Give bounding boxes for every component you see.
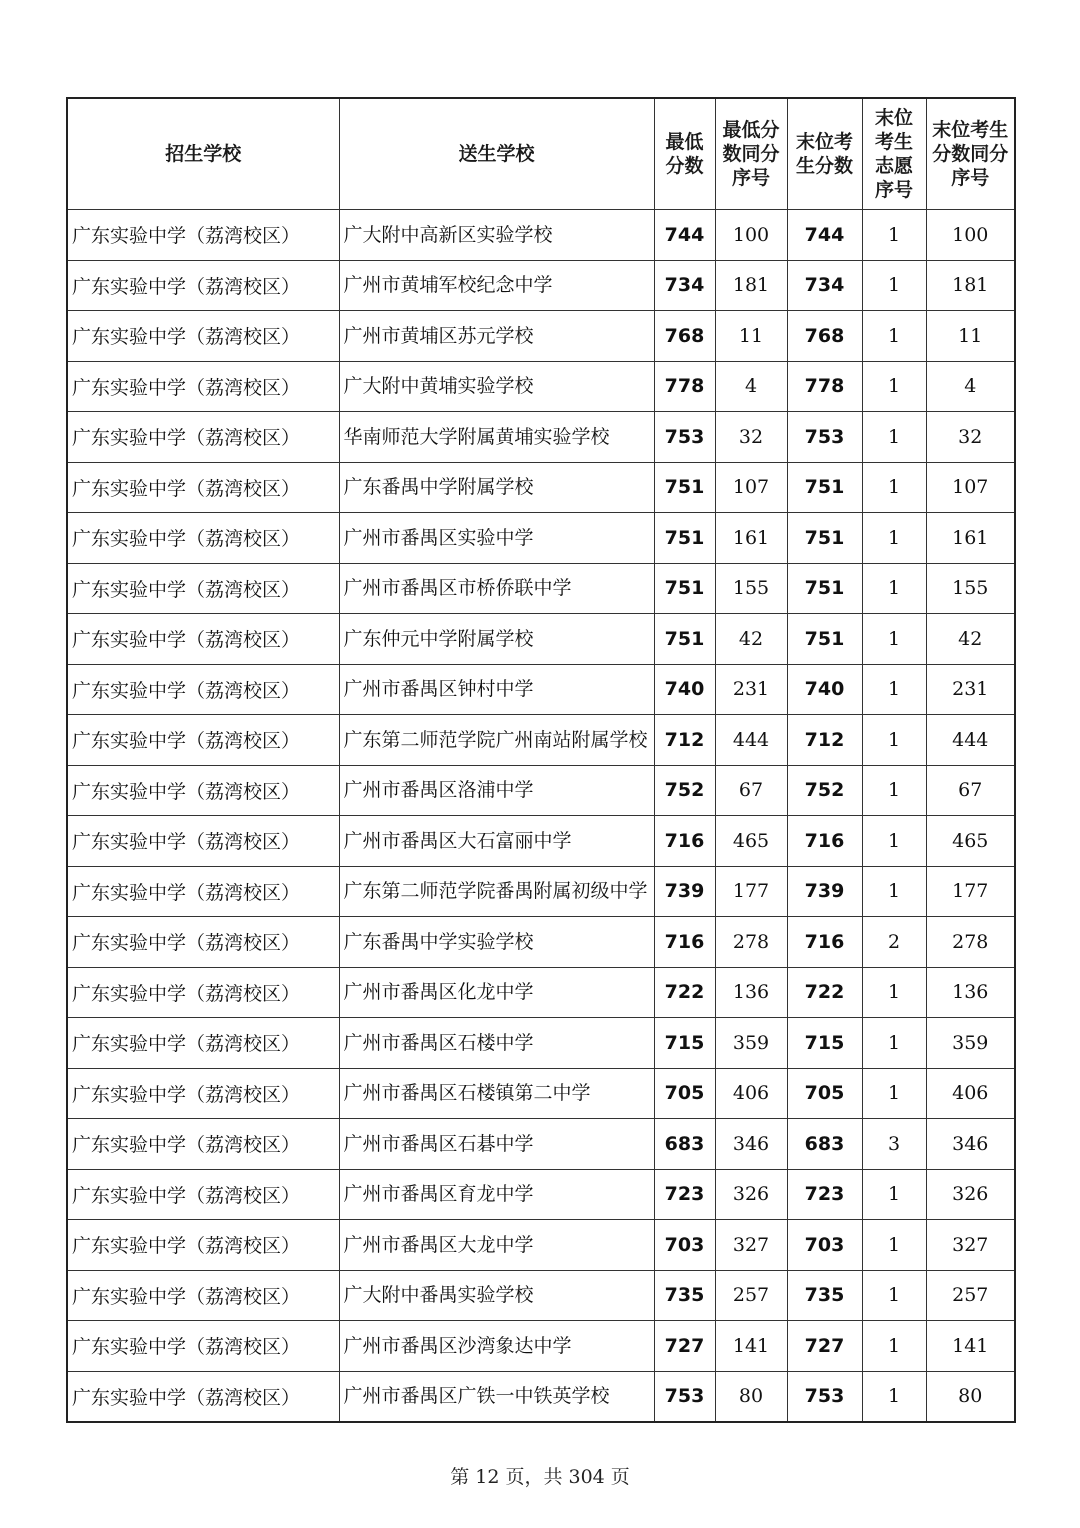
cell-last-rank: 80 — [926, 1371, 1015, 1422]
cell-school: 广东实验中学（荔湾校区） — [67, 260, 339, 311]
cell-last-rank: 231 — [926, 664, 1015, 715]
cell-last-rank: 155 — [926, 563, 1015, 614]
cell-last-score: 734 — [787, 260, 862, 311]
cell-school: 广东实验中学（荔湾校区） — [67, 412, 339, 463]
cell-min-rank: 444 — [715, 715, 787, 766]
cell-last-pref: 1 — [862, 614, 926, 665]
table-row — [67, 664, 1015, 715]
cell-min-score: 753 — [654, 1371, 715, 1422]
cell-min-score: 751 — [654, 513, 715, 564]
cell-last-score: 751 — [787, 614, 862, 665]
table-row — [67, 260, 1015, 311]
table-row — [67, 1220, 1015, 1271]
cell-last-rank: 141 — [926, 1321, 1015, 1372]
cell-sender: 华南师范大学附属黄埔实验学校 — [339, 412, 654, 463]
admission-scores-table — [66, 97, 1016, 1423]
cell-sender: 广州市番禺区洛浦中学 — [339, 765, 654, 816]
cell-last-score: 715 — [787, 1018, 862, 1069]
cell-last-rank: 181 — [926, 260, 1015, 311]
table-row — [67, 1068, 1015, 1119]
cell-school: 广东实验中学（荔湾校区） — [67, 866, 339, 917]
cell-last-score: 727 — [787, 1321, 862, 1372]
cell-last-rank: 257 — [926, 1270, 1015, 1321]
cell-min-score: 734 — [654, 260, 715, 311]
table-row — [67, 1169, 1015, 1220]
cell-min-score: 739 — [654, 866, 715, 917]
cell-sender: 广东仲元中学附属学校 — [339, 614, 654, 665]
cell-min-rank: 346 — [715, 1119, 787, 1170]
cell-sender: 广州市番禺区钟村中学 — [339, 664, 654, 715]
cell-sender: 广大附中黄埔实验学校 — [339, 361, 654, 412]
table-row — [67, 210, 1015, 261]
cell-school: 广东实验中学（荔湾校区） — [67, 513, 339, 564]
cell-sender: 广州市番禺区市桥侨联中学 — [339, 563, 654, 614]
cell-last-rank: 177 — [926, 866, 1015, 917]
cell-last-pref: 1 — [862, 260, 926, 311]
table-row — [67, 917, 1015, 968]
cell-last-pref: 1 — [862, 866, 926, 917]
cell-last-score: 735 — [787, 1270, 862, 1321]
table-row — [67, 1371, 1015, 1422]
cell-min-score: 753 — [654, 412, 715, 463]
cell-min-score: 727 — [654, 1321, 715, 1372]
table-row — [67, 1321, 1015, 1372]
table-row — [67, 765, 1015, 816]
cell-last-score: 751 — [787, 462, 862, 513]
cell-last-score: 683 — [787, 1119, 862, 1170]
table-row — [67, 715, 1015, 766]
cell-min-rank: 406 — [715, 1068, 787, 1119]
cell-last-pref: 1 — [862, 361, 926, 412]
cell-last-pref: 1 — [862, 462, 926, 513]
cell-sender: 广州市番禺区实验中学 — [339, 513, 654, 564]
cell-sender: 广大附中番禺实验学校 — [339, 1270, 654, 1321]
cell-last-pref: 2 — [862, 917, 926, 968]
cell-sender: 广州市番禺区化龙中学 — [339, 967, 654, 1018]
cell-school: 广东实验中学（荔湾校区） — [67, 765, 339, 816]
cell-school: 广东实验中学（荔湾校区） — [67, 967, 339, 1018]
cell-last-score: 778 — [787, 361, 862, 412]
cell-min-score: 722 — [654, 967, 715, 1018]
header-min-score: 最低 分数 — [654, 98, 715, 210]
header-min-rank: 最低分 数同分 序号 — [715, 98, 787, 210]
cell-last-rank: 327 — [926, 1220, 1015, 1271]
cell-min-rank: 326 — [715, 1169, 787, 1220]
cell-sender: 广州市黄埔区苏元学校 — [339, 311, 654, 362]
cell-school: 广东实验中学（荔湾校区） — [67, 816, 339, 867]
cell-school: 广东实验中学（荔湾校区） — [67, 715, 339, 766]
cell-last-rank: 4 — [926, 361, 1015, 412]
cell-min-rank: 107 — [715, 462, 787, 513]
cell-sender: 广州市番禺区沙湾象达中学 — [339, 1321, 654, 1372]
cell-last-rank: 346 — [926, 1119, 1015, 1170]
cell-min-score: 740 — [654, 664, 715, 715]
cell-min-score: 683 — [654, 1119, 715, 1170]
cell-school: 广东实验中学（荔湾校区） — [67, 311, 339, 362]
cell-last-rank: 444 — [926, 715, 1015, 766]
cell-sender: 广东番禺中学附属学校 — [339, 462, 654, 513]
table-row — [67, 967, 1015, 1018]
header-last-score: 末位考 生分数 — [787, 98, 862, 210]
table-row — [67, 462, 1015, 513]
cell-last-pref: 1 — [862, 816, 926, 867]
cell-last-rank: 406 — [926, 1068, 1015, 1119]
cell-last-score: 716 — [787, 917, 862, 968]
cell-min-score: 703 — [654, 1220, 715, 1271]
cell-school: 广东实验中学（荔湾校区） — [67, 1220, 339, 1271]
cell-last-pref: 1 — [862, 967, 926, 1018]
cell-school: 广东实验中学（荔湾校区） — [67, 1169, 339, 1220]
cell-sender: 广东第二师范学院番禺附属初级中学 — [339, 866, 654, 917]
cell-sender: 广州市番禺区石楼中学 — [339, 1018, 654, 1069]
cell-min-rank: 136 — [715, 967, 787, 1018]
cell-min-rank: 231 — [715, 664, 787, 715]
cell-min-score: 778 — [654, 361, 715, 412]
cell-min-rank: 141 — [715, 1321, 787, 1372]
cell-min-rank: 4 — [715, 361, 787, 412]
cell-min-rank: 67 — [715, 765, 787, 816]
cell-min-score: 752 — [654, 765, 715, 816]
cell-last-pref: 1 — [862, 664, 926, 715]
cell-last-pref: 1 — [862, 1371, 926, 1422]
cell-last-score: 716 — [787, 816, 862, 867]
table-row — [67, 866, 1015, 917]
cell-school: 广东实验中学（荔湾校区） — [67, 1119, 339, 1170]
cell-last-pref: 1 — [862, 1270, 926, 1321]
cell-min-score: 744 — [654, 210, 715, 261]
cell-sender: 广州市黄埔军校纪念中学 — [339, 260, 654, 311]
table-row — [67, 1270, 1015, 1321]
cell-last-rank: 326 — [926, 1169, 1015, 1220]
cell-min-rank: 359 — [715, 1018, 787, 1069]
cell-last-pref: 1 — [862, 1321, 926, 1372]
cell-sender: 广州市番禺区石楼镇第二中学 — [339, 1068, 654, 1119]
cell-min-rank: 327 — [715, 1220, 787, 1271]
cell-min-rank: 161 — [715, 513, 787, 564]
cell-min-rank: 465 — [715, 816, 787, 867]
cell-last-score: 740 — [787, 664, 862, 715]
cell-last-pref: 3 — [862, 1119, 926, 1170]
cell-school: 广东实验中学（荔湾校区） — [67, 210, 339, 261]
cell-min-score: 712 — [654, 715, 715, 766]
cell-last-rank: 359 — [926, 1018, 1015, 1069]
cell-last-pref: 1 — [862, 1220, 926, 1271]
cell-last-rank: 107 — [926, 462, 1015, 513]
cell-min-score: 715 — [654, 1018, 715, 1069]
page-footer: 第 12 页，共 304 页 — [450, 1466, 630, 1488]
cell-sender: 广州市番禺区大龙中学 — [339, 1220, 654, 1271]
cell-min-rank: 181 — [715, 260, 787, 311]
table-body — [67, 210, 1015, 1423]
cell-school: 广东实验中学（荔湾校区） — [67, 563, 339, 614]
cell-last-score: 703 — [787, 1220, 862, 1271]
cell-school: 广东实验中学（荔湾校区） — [67, 1018, 339, 1069]
table-header-row — [67, 98, 1015, 210]
cell-last-pref: 1 — [862, 715, 926, 766]
table-row — [67, 1119, 1015, 1170]
cell-last-rank: 100 — [926, 210, 1015, 261]
cell-last-pref: 1 — [862, 210, 926, 261]
cell-last-rank: 42 — [926, 614, 1015, 665]
cell-school: 广东实验中学（荔湾校区） — [67, 1068, 339, 1119]
cell-last-score: 723 — [787, 1169, 862, 1220]
table-row — [67, 563, 1015, 614]
table-row — [67, 311, 1015, 362]
cell-last-rank: 67 — [926, 765, 1015, 816]
cell-school: 广东实验中学（荔湾校区） — [67, 614, 339, 665]
cell-sender: 广州市番禺区石碁中学 — [339, 1119, 654, 1170]
cell-last-rank: 161 — [926, 513, 1015, 564]
cell-school: 广东实验中学（荔湾校区） — [67, 1270, 339, 1321]
header-last-pref: 末位 考生 志愿 序号 — [862, 98, 926, 210]
cell-last-pref: 1 — [862, 1068, 926, 1119]
cell-min-score: 716 — [654, 816, 715, 867]
cell-school: 广东实验中学（荔湾校区） — [67, 1371, 339, 1422]
table-row — [67, 614, 1015, 665]
cell-min-score: 768 — [654, 311, 715, 362]
cell-last-score: 722 — [787, 967, 862, 1018]
cell-sender: 广州市番禺区大石富丽中学 — [339, 816, 654, 867]
cell-school: 广东实验中学（荔湾校区） — [67, 664, 339, 715]
cell-min-score: 705 — [654, 1068, 715, 1119]
table-row — [67, 1018, 1015, 1069]
cell-last-rank: 278 — [926, 917, 1015, 968]
header-school: 招生学校 — [67, 98, 339, 210]
cell-min-rank: 100 — [715, 210, 787, 261]
cell-min-score: 723 — [654, 1169, 715, 1220]
cell-last-score: 744 — [787, 210, 862, 261]
cell-min-score: 751 — [654, 563, 715, 614]
cell-min-rank: 278 — [715, 917, 787, 968]
cell-sender: 广州市番禺区广铁一中铁英学校 — [339, 1371, 654, 1422]
cell-min-score: 751 — [654, 614, 715, 665]
cell-min-rank: 177 — [715, 866, 787, 917]
cell-last-score: 705 — [787, 1068, 862, 1119]
cell-last-pref: 1 — [862, 412, 926, 463]
cell-last-pref: 1 — [862, 1018, 926, 1069]
cell-school: 广东实验中学（荔湾校区） — [67, 917, 339, 968]
cell-min-rank: 42 — [715, 614, 787, 665]
table-row — [67, 513, 1015, 564]
cell-min-score: 751 — [654, 462, 715, 513]
cell-min-rank: 11 — [715, 311, 787, 362]
table-row — [67, 412, 1015, 463]
cell-last-score: 751 — [787, 513, 862, 564]
cell-min-rank: 80 — [715, 1371, 787, 1422]
cell-school: 广东实验中学（荔湾校区） — [67, 361, 339, 412]
header-last-rank: 末位考生 分数同分 序号 — [926, 98, 1015, 210]
cell-min-rank: 32 — [715, 412, 787, 463]
header-sender: 送生学校 — [339, 98, 654, 210]
cell-last-score: 739 — [787, 866, 862, 917]
cell-min-rank: 155 — [715, 563, 787, 614]
cell-last-rank: 465 — [926, 816, 1015, 867]
cell-last-score: 712 — [787, 715, 862, 766]
cell-sender: 广大附中高新区实验学校 — [339, 210, 654, 261]
cell-last-score: 752 — [787, 765, 862, 816]
table-row — [67, 816, 1015, 867]
cell-last-score: 753 — [787, 412, 862, 463]
cell-last-pref: 1 — [862, 1169, 926, 1220]
cell-last-pref: 1 — [862, 563, 926, 614]
cell-school: 广东实验中学（荔湾校区） — [67, 1321, 339, 1372]
cell-school: 广东实验中学（荔湾校区） — [67, 462, 339, 513]
cell-last-rank: 11 — [926, 311, 1015, 362]
table-row — [67, 361, 1015, 412]
cell-min-score: 735 — [654, 1270, 715, 1321]
cell-sender: 广东番禺中学实验学校 — [339, 917, 654, 968]
cell-last-score: 751 — [787, 563, 862, 614]
cell-last-rank: 32 — [926, 412, 1015, 463]
cell-min-rank: 257 — [715, 1270, 787, 1321]
cell-last-pref: 1 — [862, 311, 926, 362]
cell-last-pref: 1 — [862, 513, 926, 564]
cell-last-score: 753 — [787, 1371, 862, 1422]
cell-last-score: 768 — [787, 311, 862, 362]
cell-sender: 广州市番禺区育龙中学 — [339, 1169, 654, 1220]
cell-min-score: 716 — [654, 917, 715, 968]
cell-last-rank: 136 — [926, 967, 1015, 1018]
cell-sender: 广东第二师范学院广州南站附属学校 — [339, 715, 654, 766]
cell-last-pref: 1 — [862, 765, 926, 816]
